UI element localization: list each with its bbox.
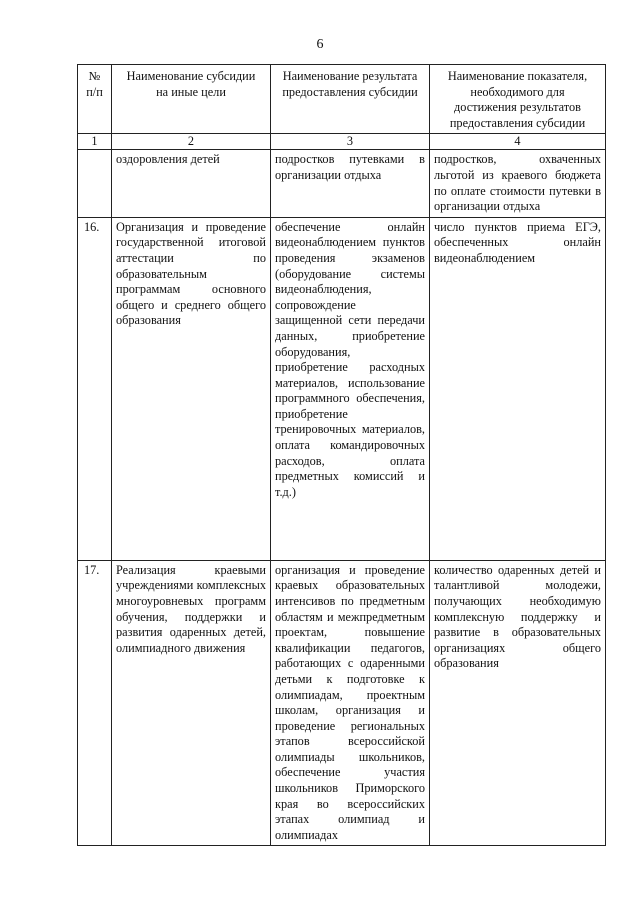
indicator-name-cell: число пунктов приема ЕГЭ, обеспеченных онлайн видеонаблюдением — [430, 217, 606, 560]
row-number: 17. — [78, 560, 112, 846]
page-number: 6 — [316, 37, 324, 52]
column-index-row — [78, 134, 606, 150]
table-header-row — [78, 65, 606, 134]
column-index-3: 3 — [271, 134, 430, 150]
header-number: № п/п — [78, 65, 112, 134]
subsidy-name-cell: Организация и проведение государственной итоговой аттестации по образовательным программам основного общего и среднего общего образования — [112, 217, 271, 560]
header-subsidy-name: Наименование субсидии на иные цели — [112, 65, 271, 134]
result-name-cell: подростков путевками в организации отдыха — [271, 150, 430, 217]
subsidy-name-cell: Реализация краевыми учреждениями комплексных многоуровневых программ обучения, поддержки и развития одаренных детей, олимпиадного движения — [112, 560, 271, 846]
table-row — [78, 217, 606, 560]
column-index-1: 1 — [78, 134, 112, 150]
row-number — [78, 150, 112, 217]
result-name-cell: организация и проведение краевых образовательных интенсивов по предметным областям и межпредметным проектам, повышение квалификации педагогов, работающих с одаренными детьми к подготовке к олимпиадам, проектным школам, организация и проведение региональных этапов всероссийской олимпиады школьников, обеспечение участия школьников Приморского края во всероссийских этапах олимпиад и олимпиадах — [271, 560, 430, 846]
indicator-name-cell: подростков, охваченных льготой из краевого бюджета по оплате стоимости путевки в организации отдыха — [430, 150, 606, 217]
header-result-name: Наименование результата предоставления субсидии — [271, 65, 430, 134]
header-indicator-name: Наименование показателя, необходимого для достижения результатов предоставления субсидии — [430, 65, 606, 134]
subsidy-table — [77, 64, 606, 846]
result-name-cell: обеспечение онлайн видеонаблюдением пунктов проведения экзаменов (оборудование системы видеонаблюдения, сопровождение защищенной сети передачи данных, приобретение оборудования, приобретение расходных материалов, использование программного обеспечения, приобретение тренировочных материалов, оплата командировочных расходов, оплата предметных комиссий и т.д.) — [271, 217, 430, 560]
indicator-name-cell: количество одаренных детей и талантливой молодежи, получающих необходимую комплексную поддержку и развитие в образовательных организациях общего образования — [430, 560, 606, 846]
table-row — [78, 560, 606, 846]
column-index-4: 4 — [430, 134, 606, 150]
table-row — [78, 150, 606, 217]
column-index-2: 2 — [112, 134, 271, 150]
row-number: 16. — [78, 217, 112, 560]
subsidy-name-cell: оздоровления детей — [112, 150, 271, 217]
